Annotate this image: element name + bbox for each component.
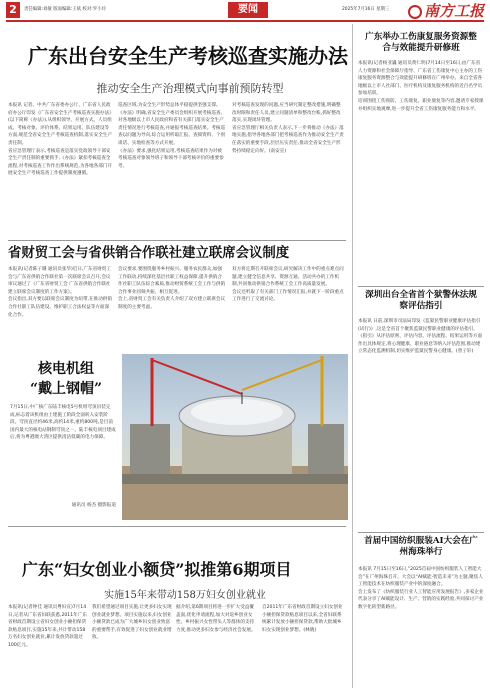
divider — [358, 532, 484, 533]
second-headline: 省财贸工会与省供销合作联社建立联席会议制度 — [8, 245, 290, 261]
sidebar-body-2: 本报讯 日前,深圳市司法局印发《监狱民警职业健康评估指引(试行)》,这是全省首个聚焦监狱民警职业健康的评估指引。 《指引》从评估原则、评估内容、评估流程、结果运用等方面作出具体规定,将心理健康、职业倦怠等纳入评估范围,推动建立常态化监测机制,切实维护监狱民警身心健康。(曾子轩) — [358, 319, 483, 355]
third-column-4: 自2011年广东省财政首期设立妇女创业小额担保贷款贴息项目以来,全省妇联系统累计发放小额担保贷款,帮助大批城乡妇女实现创业梦想。(林晓) — [262, 605, 343, 633]
lead-column-1: 本报讯 记者、中共广东省委办公厅、广东省人民政府办公厅印发《广东省安全生产考核巡查实施办法》(以下简称《办法》),从组织领导、开展方式、人员组成、考核对象、评价体系、结果运用、队伍建设等方面,规范全省安全生产考核巡查机制,落实安全生产责任制。 省应急管理厅表示,考核巡查是落实党政领导干部安全生产责任制的重要抓手,《办法》紧扣考核巡查全流程,对考核巡查工作作出系统规范,为各地各部门开展安全生产考核巡查工作提供制度遵循。 — [8, 103, 112, 177]
sidebar-headline-3: 首届中国纺织服装AI大会在广州海珠举行 — [364, 536, 478, 557]
lead-column-3: 对考核巡查发现的问题,应当研究制定整改措施,明确整改时限和责任人员,建立问题清单和整改台账,抓好整改落实,实现闭环管理。 省应急管理厅相关负责人表示,下一步将推动《办法》落地实施,指导各地各部门把考核巡查作为推动安全生产责任落实的重要手段,层层压实责任,推动全省安全生产形势持续稳定向好。(南安宣) — [232, 103, 344, 154]
nuclear-plant-photo — [122, 354, 348, 520]
photo-illustration — [122, 354, 348, 520]
third-headline: 广东“妇女创业小额贷”拟推第6期项目 — [22, 560, 292, 579]
third-column-3: 据介绍,第6期项目将进一步扩大受益覆盖面,优化申请流程,加大对返乡创业女性、乡村振兴女性带头人等群体的支持力度,推动更多妇女参与经济社会发展。 — [176, 605, 256, 633]
photo-credit: 通讯员 杨杰 摄影报道 — [71, 503, 116, 508]
sidebar-headline-1: 广东举办工伤康复服务资源整合与效能提升研修班 — [365, 32, 477, 53]
photo-title-line-2: “戴上钢帽” — [29, 381, 103, 397]
second-column-3: 双方将定期召开联席会议,研究解决工作中的重点难点问题,建立健全信息共享、资源互通、活动共办的工作机制,共同推动供销合作系统工会工作高质量发展。 会议还听取了有关部门工作情况汇报,并就下一阶段重点工作进行了交流讨论。 — [232, 267, 344, 303]
lead-headline: 广东出台安全生产考核巡查实施办法 — [28, 44, 348, 68]
brand-logo-icon — [408, 5, 422, 19]
editor-credits: 责任编辑:刘敏 版面编辑:王斌 校对:罗小玲 — [24, 7, 106, 12]
second-column-1: 本报讯(记者陈子珊 通讯员张华)近日,广东省财贸工会与广东省供销合作联社第一次联席会议召开,会议审议通过了《广东省财贸工会 广东省供销合作联社建立联席会议制度的工作方案》。 会议指出,双方要以联席会议制度为纽带,在推动供销合作社职工队伍建设、维护职工合法权益等方面深化合作。 — [8, 267, 112, 318]
lead-subtitle: 推动安全生产治理模式向事前预防转型 — [96, 82, 284, 95]
sidebar-body-3: 本报讯 7月15日至16日,“2025首届中国纺织服装人工智能大会”在广州海珠召开。大会以“AI赋能·智造未来”为主题,聚焦人工智能技术在纺织服装产业中的深度融合。 会上发布了《纺织服装行业人工智能应用发展报告》,多家企业代表分享了AI赋能设计、生产、营销的实践经验,共同探讨产业数字化转型新路径。 — [358, 567, 484, 610]
photo-title-line-1: 核电机组 — [38, 361, 94, 377]
page-number: 2 — [6, 2, 20, 18]
sidebar-headline-2: 深圳出台全省首个狱警休法规察评估指引 — [365, 290, 477, 311]
divider — [358, 286, 484, 287]
lead-column-2: 巡查区域,为安全生产形势总体平稳提供坚强支撑。 《办法》明确,省安全生产委员会组织开展考核巡查,对各地级以上市人民政府和省有关部门落实安全生产责任情况进行考核巡查,并通报考核巡查结果。考核巡查以问题为导向,综合运用听取汇报、查阅资料、个别谈话、实地检查等方式开展。 《办法》要求,强化结果运用,考核巡查结果作为对被考核巡查对象领导班子和领导干部考核评价的重要参考。 — [118, 103, 226, 169]
second-column-2: 会议要求,要围绕服务乡村振兴、服务农民群众,加强工作联动,持续深化基层社职工权益保障,提升供销合作社职工队伍综合素质,推动财贸系统工会工作与供销合作事业同频共振、相互促进。 会上,省财贸工会有关负责人介绍了双方建立联席会议制度的主要考虑。 — [118, 267, 226, 310]
third-column-2: 我们希望通过项目实施,让更多妇女实现创业就业梦想。项目实施以来,妇女创业小额贷款已成为广大城乡妇女创业致富的重要帮手,有效促进了妇女创业就业增收。 — [92, 605, 172, 641]
masthead-rule — [6, 20, 484, 22]
third-subtitle: 实施15年来带动158万妇女创业就业 — [104, 590, 266, 601]
newspaper-brand — [408, 0, 488, 21]
sidebar-body-1: 本报讯(记者杨亚巍 通讯员黄仁明)7月14日至16日,由广东省人力资源和社会保障厅指导、广东省工伤康复中心主办的工伤康复服务资源整合与效能提升研修班在广州举办。来自全省各地级以上市人社部门、医疗机构及康复服务机构的近百名学员参加培训。 培训围绕工伤预防、工伤康复、职业康复等内容,邀请专家授课并组织实地观摩,进一步提升全省工伤康复服务能力和水平。 — [358, 61, 484, 112]
issue-date: 2025年7月16日 星期三 — [342, 7, 390, 12]
divider — [8, 526, 346, 527]
photo-caption: 7月15日,中广核广东陆丰核电5号机组穹顶吊装完成,标志着该机组由土建施工阶段全面转入安装阶段。穹顶直径约46米,高约14米,重约800吨,是目前国内最大的核电站钢制穹顶之一。陆丰核电项目建成后,将为粤港澳大湾区提供清洁低碳的电力保障。 — [10, 405, 116, 441]
sidebar-divider — [352, 24, 353, 688]
divider — [8, 240, 346, 241]
section-tag: 要闻 — [228, 2, 268, 18]
third-column-1: 本报讯(记者钟佳 通讯员粤妇宣)7月14日,记者从广东省妇联获悉,2011年广东省财政首期设立省妇女创业小额担保贷款贴息项目,实施15年来,共计带动158万名妇女创业就业,累计发放贷款超过100亿元。 — [8, 605, 87, 648]
brand-name: 南方工报 — [424, 2, 485, 20]
